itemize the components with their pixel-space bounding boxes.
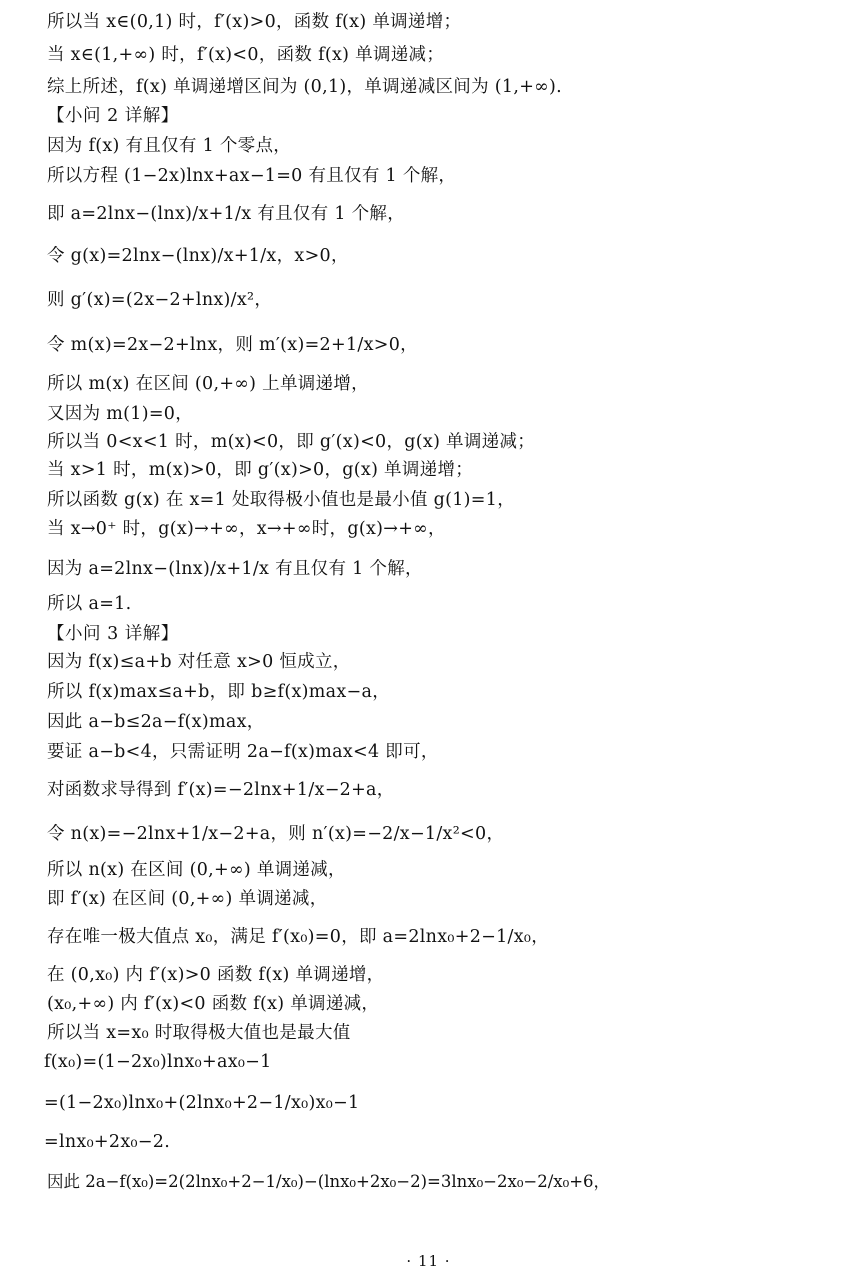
text-line: 所以当 x∈(0,1) 时，f′(x)>0，函数 f(x) 单调递增；	[47, 12, 462, 32]
text-line: 所以函数 g(x) 在 x=1 处取得极小值也是最小值 g(1)=1，	[47, 490, 515, 510]
section-heading: 【小问 2 详解】	[47, 106, 179, 126]
text-line: 因此 a−b≤2a−f(x)max，	[47, 712, 265, 732]
text-line: 因此 2a−f(x₀)=2(2lnx₀+2−1/x₀)−(lnx₀+2x₀−2)=3lnx₀−2x₀−2/x₀+6，	[47, 1172, 611, 1191]
text-line: f(x₀)=(1−2x₀)lnx₀+ax₀−1	[44, 1052, 272, 1072]
text-line: (x₀,+∞) 内 f′(x)<0 函数 f(x) 单调递减，	[47, 994, 380, 1014]
text-line: =(1−2x₀)lnx₀+(2lnx₀+2−1/x₀)x₀−1	[44, 1093, 360, 1113]
page-number: · 11 ·	[406, 1252, 451, 1270]
text-line: 所以 n(x) 在区间 (0,+∞) 单调递减，	[47, 860, 346, 880]
text-line: 所以方程 (1−2x)lnx+ax−1=0 有且仅有 1 个解，	[47, 166, 457, 186]
text-line: 所以 a=1.	[47, 594, 132, 614]
text-line: 所以 f(x)max≤a+b，即 b≥f(x)max−a，	[47, 682, 391, 702]
text-line: 令 g(x)=2lnx−(lnx)/x+1/x，x>0，	[47, 246, 349, 266]
text-line: 又因为 m(1)=0，	[47, 404, 194, 424]
text-line: 当 x∈(1,+∞) 时，f′(x)<0，函数 f(x) 单调递减；	[47, 45, 445, 65]
text-line: 当 x>1 时，m(x)>0，即 g′(x)>0，g(x) 单调递增；	[47, 460, 474, 480]
text-line: 存在唯一极大值点 x₀，满足 f′(x₀)=0，即 a=2lnx₀+2−1/x₀，	[47, 927, 550, 947]
text-line: =lnx₀+2x₀−2.	[44, 1132, 171, 1152]
text-line: 当 x→0⁺ 时，g(x)→+∞，x→+∞时，g(x)→+∞，	[47, 519, 446, 539]
text-line: 在 (0,x₀) 内 f′(x)>0 函数 f(x) 单调递增，	[47, 965, 385, 985]
text-line: 所以当 0<x<1 时，m(x)<0，即 g′(x)<0，g(x) 单调递减；	[47, 432, 536, 452]
text-line: 即 a=2lnx−(lnx)/x+1/x 有且仅有 1 个解，	[47, 204, 406, 224]
text-line: 所以当 x=x₀ 时取得极大值也是最大值	[47, 1023, 351, 1043]
text-line: 令 n(x)=−2lnx+1/x−2+a，则 n′(x)=−2/x−1/x²<0，	[47, 824, 505, 844]
text-line: 即 f′(x) 在区间 (0,+∞) 单调递减，	[47, 889, 328, 909]
text-line: 对函数求导得到 f′(x)=−2lnx+1/x−2+a，	[47, 780, 395, 800]
text-line: 要证 a−b<4，只需证明 2a−f(x)max<4 即可，	[47, 742, 439, 762]
text-line: 因为 f(x)≤a+b 对任意 x>0 恒成立，	[47, 652, 351, 672]
section-heading: 【小问 3 详解】	[47, 624, 179, 644]
text-line: 综上所述，f(x) 单调递增区间为 (0,1)，单调递减区间为 (1,+∞).	[47, 77, 563, 97]
text-line: 所以 m(x) 在区间 (0,+∞) 上单调递增，	[47, 374, 369, 394]
text-line: 因为 a=2lnx−(lnx)/x+1/x 有且仅有 1 个解，	[47, 559, 423, 579]
text-line: 令 m(x)=2x−2+lnx，则 m′(x)=2+1/x>0，	[47, 335, 418, 355]
text-line: 因为 f(x) 有且仅有 1 个零点，	[47, 136, 292, 156]
text-line: 则 g′(x)=(2x−2+lnx)/x²，	[47, 290, 273, 310]
